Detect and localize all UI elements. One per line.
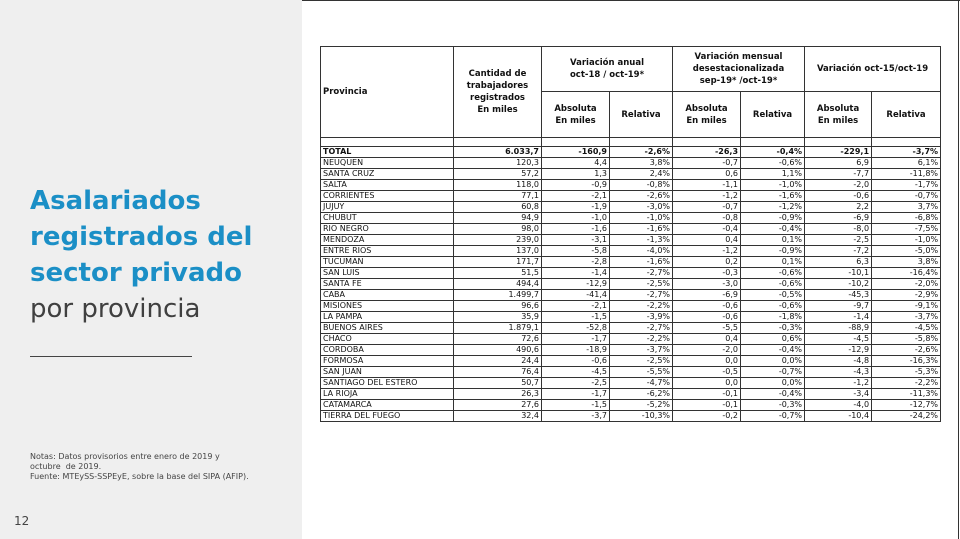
province-cell: TUCUMAN	[321, 257, 454, 268]
right-border	[958, 0, 959, 539]
slide-title-line: registrados del	[30, 222, 253, 252]
province-cell: SANTA CRUZ	[321, 169, 454, 180]
table-row	[321, 411, 941, 422]
value-cell: 0,6	[673, 169, 741, 180]
value-cell: -3,7%	[610, 345, 673, 356]
value-cell: -0,6	[542, 356, 610, 367]
header-absoluta	[542, 92, 610, 138]
value-cell: -0,6%	[741, 158, 805, 169]
header-line: sep-19* /oct-19*	[699, 76, 778, 86]
value-cell: -1,0%	[741, 180, 805, 191]
value-cell: -2,1	[542, 191, 610, 202]
header-line: Cantidad de	[468, 69, 527, 79]
value-cell: -5,3%	[872, 367, 941, 378]
value-cell: 94,9	[454, 213, 542, 224]
table-row	[321, 246, 941, 257]
value-cell: -2,2%	[610, 334, 673, 345]
value-cell: -0,9	[542, 180, 610, 191]
value-cell: -12,9	[542, 279, 610, 290]
value-cell: -1,6%	[741, 191, 805, 202]
province-cell: SAN JUAN	[321, 367, 454, 378]
table-row	[321, 345, 941, 356]
value-cell: -4,8	[805, 356, 872, 367]
header-line: trabajadores	[466, 81, 529, 91]
table-row	[321, 224, 941, 235]
value-cell: -0,7	[673, 158, 741, 169]
header-var-oct	[805, 47, 941, 92]
table-row	[321, 334, 941, 345]
value-cell: -0,6%	[741, 279, 805, 290]
value-cell: -3,7	[542, 411, 610, 422]
value-cell: -0,4%	[741, 147, 805, 158]
header-provincia: Provincia	[321, 47, 454, 138]
notes-line: octubre de 2019.	[30, 462, 102, 471]
value-cell: 24,4	[454, 356, 542, 367]
value-cell: 1,3	[542, 169, 610, 180]
slide-title-line: Asalariados	[30, 186, 201, 216]
value-cell: -1,5	[542, 400, 610, 411]
province-cell: FORMOSA	[321, 356, 454, 367]
value-cell: -0,6	[673, 312, 741, 323]
header-line: En miles	[817, 115, 859, 126]
header-line: En miles	[555, 115, 596, 126]
value-cell: 27,6	[454, 400, 542, 411]
value-cell: -24,2%	[872, 411, 941, 422]
value-cell: -0,9%	[741, 213, 805, 224]
table-row	[321, 378, 941, 389]
value-cell: 0,0	[673, 378, 741, 389]
header-line: oct-18 / oct-19*	[569, 70, 645, 80]
province-cell: SAN LUIS	[321, 268, 454, 279]
value-cell: -2,6%	[610, 191, 673, 202]
header-cantidad	[454, 47, 542, 138]
value-cell: -1,0%	[872, 235, 941, 246]
value-cell: 50,7	[454, 378, 542, 389]
value-cell: 51,5	[454, 268, 542, 279]
value-cell: -0,1	[673, 400, 741, 411]
value-cell: -4,5	[805, 334, 872, 345]
province-cell: CORRIENTES	[321, 191, 454, 202]
top-border	[302, 0, 960, 1]
header-line: registrados	[470, 93, 525, 103]
value-cell: -1,2	[673, 246, 741, 257]
value-cell: -88,9	[805, 323, 872, 334]
value-cell: -2,1	[542, 301, 610, 312]
value-cell: 0,1%	[741, 235, 805, 246]
header-line: Absoluta	[685, 103, 728, 114]
value-cell: -2,5	[805, 235, 872, 246]
value-cell: -0,7%	[872, 191, 941, 202]
header-var-anual	[542, 47, 673, 92]
spacer-cell	[610, 138, 673, 147]
value-cell: -18,9	[542, 345, 610, 356]
province-cell: SANTA FE	[321, 279, 454, 290]
table-row	[321, 257, 941, 268]
value-cell: 239,0	[454, 235, 542, 246]
value-cell: -2,5	[542, 378, 610, 389]
value-cell: -160,9	[542, 147, 610, 158]
value-cell: -7,5%	[872, 224, 941, 235]
value-cell: -0,5	[673, 367, 741, 378]
value-cell: 4,4	[542, 158, 610, 169]
table-row	[321, 169, 941, 180]
header-relativa: Relativa	[872, 92, 941, 138]
province-cell: MISIONES	[321, 301, 454, 312]
value-cell: -6,9	[805, 213, 872, 224]
value-cell: 118,0	[454, 180, 542, 191]
value-cell: -45,3	[805, 290, 872, 301]
value-cell: -2,7%	[610, 290, 673, 301]
header-line: En miles	[477, 105, 518, 115]
table-row	[321, 147, 941, 158]
value-cell: -41,4	[542, 290, 610, 301]
value-cell: -2,9%	[872, 290, 941, 301]
notes	[30, 452, 295, 482]
value-cell: -7,2	[805, 246, 872, 257]
value-cell: -4,0	[805, 400, 872, 411]
province-cell: TIERRA DEL FUEGO	[321, 411, 454, 422]
province-cell: JUJUY	[321, 202, 454, 213]
table-row	[321, 301, 941, 312]
value-cell: -11,3%	[872, 389, 941, 400]
table-row	[321, 202, 941, 213]
value-cell: 0,6%	[741, 334, 805, 345]
value-cell: -12,9	[805, 345, 872, 356]
header-relativa: Relativa	[610, 92, 673, 138]
spacer-cell	[454, 138, 542, 147]
value-cell: -2,5%	[610, 356, 673, 367]
value-cell: -1,8%	[741, 312, 805, 323]
value-cell: -3,0%	[610, 202, 673, 213]
value-cell: 2,2	[805, 202, 872, 213]
header-absoluta	[805, 92, 872, 138]
value-cell: 60,8	[454, 202, 542, 213]
value-cell: -10,1	[805, 268, 872, 279]
value-cell: -5,8	[542, 246, 610, 257]
value-cell: -0,4	[673, 224, 741, 235]
value-cell: 1.499,7	[454, 290, 542, 301]
header-line: Absoluta	[554, 103, 597, 114]
value-cell: -1,4	[542, 268, 610, 279]
value-cell: -8,0	[805, 224, 872, 235]
value-cell: -10,3%	[610, 411, 673, 422]
value-cell: 3,8%	[872, 257, 941, 268]
value-cell: 0,2	[673, 257, 741, 268]
value-cell: -5,0%	[872, 246, 941, 257]
value-cell: -9,1%	[872, 301, 941, 312]
table-row	[321, 367, 941, 378]
value-cell: -0,5%	[741, 290, 805, 301]
value-cell: -52,8	[542, 323, 610, 334]
value-cell: -16,4%	[872, 268, 941, 279]
value-cell: -0,8%	[610, 180, 673, 191]
table-row	[321, 356, 941, 367]
table-row	[321, 180, 941, 191]
value-cell: -1,7%	[872, 180, 941, 191]
slide-title	[30, 183, 290, 327]
value-cell: -2,0	[805, 180, 872, 191]
value-cell: -2,2%	[872, 378, 941, 389]
title-divider	[30, 356, 192, 357]
value-cell: -0,6	[805, 191, 872, 202]
value-cell: 76,4	[454, 367, 542, 378]
header-line: Variación oct-15/oct-19	[816, 64, 929, 74]
value-cell: 137,0	[454, 246, 542, 257]
value-cell: -5,5%	[610, 367, 673, 378]
value-cell: -3,1	[542, 235, 610, 246]
province-cell: SANTIAGO DEL ESTERO	[321, 378, 454, 389]
header-line: desestacionalizada	[692, 64, 785, 74]
value-cell: 77,1	[454, 191, 542, 202]
table-row	[321, 235, 941, 246]
value-cell: 6,1%	[872, 158, 941, 169]
value-cell: -0,4%	[741, 224, 805, 235]
province-table	[320, 46, 941, 422]
value-cell: -6,8%	[872, 213, 941, 224]
table-body	[321, 138, 941, 422]
table-row	[321, 213, 941, 224]
value-cell: -2,6%	[872, 345, 941, 356]
spacer-cell	[872, 138, 941, 147]
value-cell: 0,4	[673, 334, 741, 345]
value-cell: -2,2%	[610, 301, 673, 312]
province-cell: TOTAL	[321, 147, 454, 158]
value-cell: 6,9	[805, 158, 872, 169]
value-cell: -0,2	[673, 411, 741, 422]
spacer-cell	[542, 138, 610, 147]
value-cell: -16,3%	[872, 356, 941, 367]
value-cell: -2,5%	[610, 279, 673, 290]
value-cell: 96,6	[454, 301, 542, 312]
value-cell: -5,8%	[872, 334, 941, 345]
province-cell: RIO NEGRO	[321, 224, 454, 235]
table-row	[321, 290, 941, 301]
province-cell: ENTRE RIOS	[321, 246, 454, 257]
value-cell: -1,7	[542, 389, 610, 400]
value-cell: -0,6%	[741, 301, 805, 312]
value-cell: -10,2	[805, 279, 872, 290]
value-cell: -0,7%	[741, 411, 805, 422]
value-cell: 98,0	[454, 224, 542, 235]
value-cell: -3,9%	[610, 312, 673, 323]
value-cell: -1,7	[542, 334, 610, 345]
value-cell: 494,4	[454, 279, 542, 290]
value-cell: -6,9	[673, 290, 741, 301]
table-row	[321, 268, 941, 279]
table-row	[321, 158, 941, 169]
value-cell: -2,7%	[610, 323, 673, 334]
value-cell: -1,0	[542, 213, 610, 224]
table-row	[321, 323, 941, 334]
value-cell: 6.033,7	[454, 147, 542, 158]
value-cell: 3,7%	[872, 202, 941, 213]
value-cell: -2,0%	[872, 279, 941, 290]
value-cell: -4,5	[542, 367, 610, 378]
value-cell: -0,4%	[741, 389, 805, 400]
notes-line: Notas: Datos provisorios entre enero de 2019 y	[30, 452, 220, 461]
province-cell: BUENOS AIRES	[321, 323, 454, 334]
header-line: Variación mensual	[694, 52, 783, 62]
value-cell: -1,9	[542, 202, 610, 213]
value-cell: -1,3%	[610, 235, 673, 246]
value-cell: -4,3	[805, 367, 872, 378]
value-cell: -0,4%	[741, 345, 805, 356]
header-var-mensual	[673, 47, 805, 92]
table-row	[321, 279, 941, 290]
value-cell: 1.879,1	[454, 323, 542, 334]
value-cell: -3,0	[673, 279, 741, 290]
value-cell: -0,1	[673, 389, 741, 400]
value-cell: -1,6%	[610, 224, 673, 235]
value-cell: 0,0	[673, 356, 741, 367]
header-line: Variación anual	[570, 58, 644, 68]
value-cell: -2,8	[542, 257, 610, 268]
value-cell: -1,2	[805, 378, 872, 389]
province-cell: CABA	[321, 290, 454, 301]
value-cell: -7,7	[805, 169, 872, 180]
header-absoluta	[673, 92, 741, 138]
value-cell: -11,8%	[872, 169, 941, 180]
province-cell: CHUBUT	[321, 213, 454, 224]
value-cell: 6,3	[805, 257, 872, 268]
province-cell: LA RIOJA	[321, 389, 454, 400]
value-cell: -229,1	[805, 147, 872, 158]
spacer-cell	[673, 138, 741, 147]
value-cell: -0,7	[673, 202, 741, 213]
value-cell: 490,6	[454, 345, 542, 356]
value-cell: -0,6	[673, 301, 741, 312]
province-cell: CHACO	[321, 334, 454, 345]
value-cell: -5,2%	[610, 400, 673, 411]
spacer-cell	[805, 138, 872, 147]
province-cell: CATAMARCA	[321, 400, 454, 411]
province-cell: SALTA	[321, 180, 454, 191]
value-cell: -0,3	[673, 268, 741, 279]
value-cell: 120,3	[454, 158, 542, 169]
province-cell: CORDOBA	[321, 345, 454, 356]
value-cell: 171,7	[454, 257, 542, 268]
value-cell: -3,7%	[872, 147, 941, 158]
value-cell: 0,0%	[741, 378, 805, 389]
province-cell: MENDOZA	[321, 235, 454, 246]
spacer-cell	[321, 138, 454, 147]
value-cell: 72,6	[454, 334, 542, 345]
value-cell: -2,7%	[610, 268, 673, 279]
notes-line: Fuente: MTEySS-SSPEyE, sobre la base del SIPA (AFIP).	[30, 472, 249, 481]
table-row	[321, 312, 941, 323]
value-cell: -1,2	[673, 191, 741, 202]
spacer-cell	[741, 138, 805, 147]
value-cell: 1,1%	[741, 169, 805, 180]
value-cell: -26,3	[673, 147, 741, 158]
page-number: 12	[14, 514, 30, 528]
value-cell: -0,3%	[741, 323, 805, 334]
value-cell: -2,0	[673, 345, 741, 356]
header-line: Absoluta	[816, 103, 860, 114]
province-cell: LA PAMPA	[321, 312, 454, 323]
slide-title-line: sector privado	[30, 258, 242, 288]
value-cell: -10,4	[805, 411, 872, 422]
spacer-row	[321, 138, 941, 147]
value-cell: 26,3	[454, 389, 542, 400]
value-cell: -9,7	[805, 301, 872, 312]
value-cell: 57,2	[454, 169, 542, 180]
value-cell: 0,1%	[741, 257, 805, 268]
value-cell: -1,6%	[610, 257, 673, 268]
value-cell: 32,4	[454, 411, 542, 422]
value-cell: -4,0%	[610, 246, 673, 257]
value-cell: -3,7%	[872, 312, 941, 323]
value-cell: -1,1	[673, 180, 741, 191]
value-cell: -4,5%	[872, 323, 941, 334]
value-cell: -1,5	[542, 312, 610, 323]
value-cell: 0,0%	[741, 356, 805, 367]
value-cell: -6,2%	[610, 389, 673, 400]
value-cell: -1,6	[542, 224, 610, 235]
slide-subtitle: por provincia	[30, 294, 201, 324]
province-cell: NEUQUEN	[321, 158, 454, 169]
value-cell: -12,7%	[872, 400, 941, 411]
value-cell: -0,8	[673, 213, 741, 224]
value-cell: 2,4%	[610, 169, 673, 180]
table-row	[321, 400, 941, 411]
header-relativa: Relativa	[741, 92, 805, 138]
value-cell: -4,7%	[610, 378, 673, 389]
table-row	[321, 389, 941, 400]
table-row	[321, 191, 941, 202]
value-cell: -0,9%	[741, 246, 805, 257]
value-cell: -2,6%	[610, 147, 673, 158]
value-cell: -0,3%	[741, 400, 805, 411]
value-cell: 3,8%	[610, 158, 673, 169]
header-line: En miles	[686, 115, 727, 126]
value-cell: -3,4	[805, 389, 872, 400]
value-cell: -0,6%	[741, 268, 805, 279]
value-cell: -0,7%	[741, 367, 805, 378]
value-cell: -1,4	[805, 312, 872, 323]
value-cell: 35,9	[454, 312, 542, 323]
value-cell: -5,5	[673, 323, 741, 334]
value-cell: -1,0%	[610, 213, 673, 224]
value-cell: 0,4	[673, 235, 741, 246]
value-cell: -1,2%	[741, 202, 805, 213]
